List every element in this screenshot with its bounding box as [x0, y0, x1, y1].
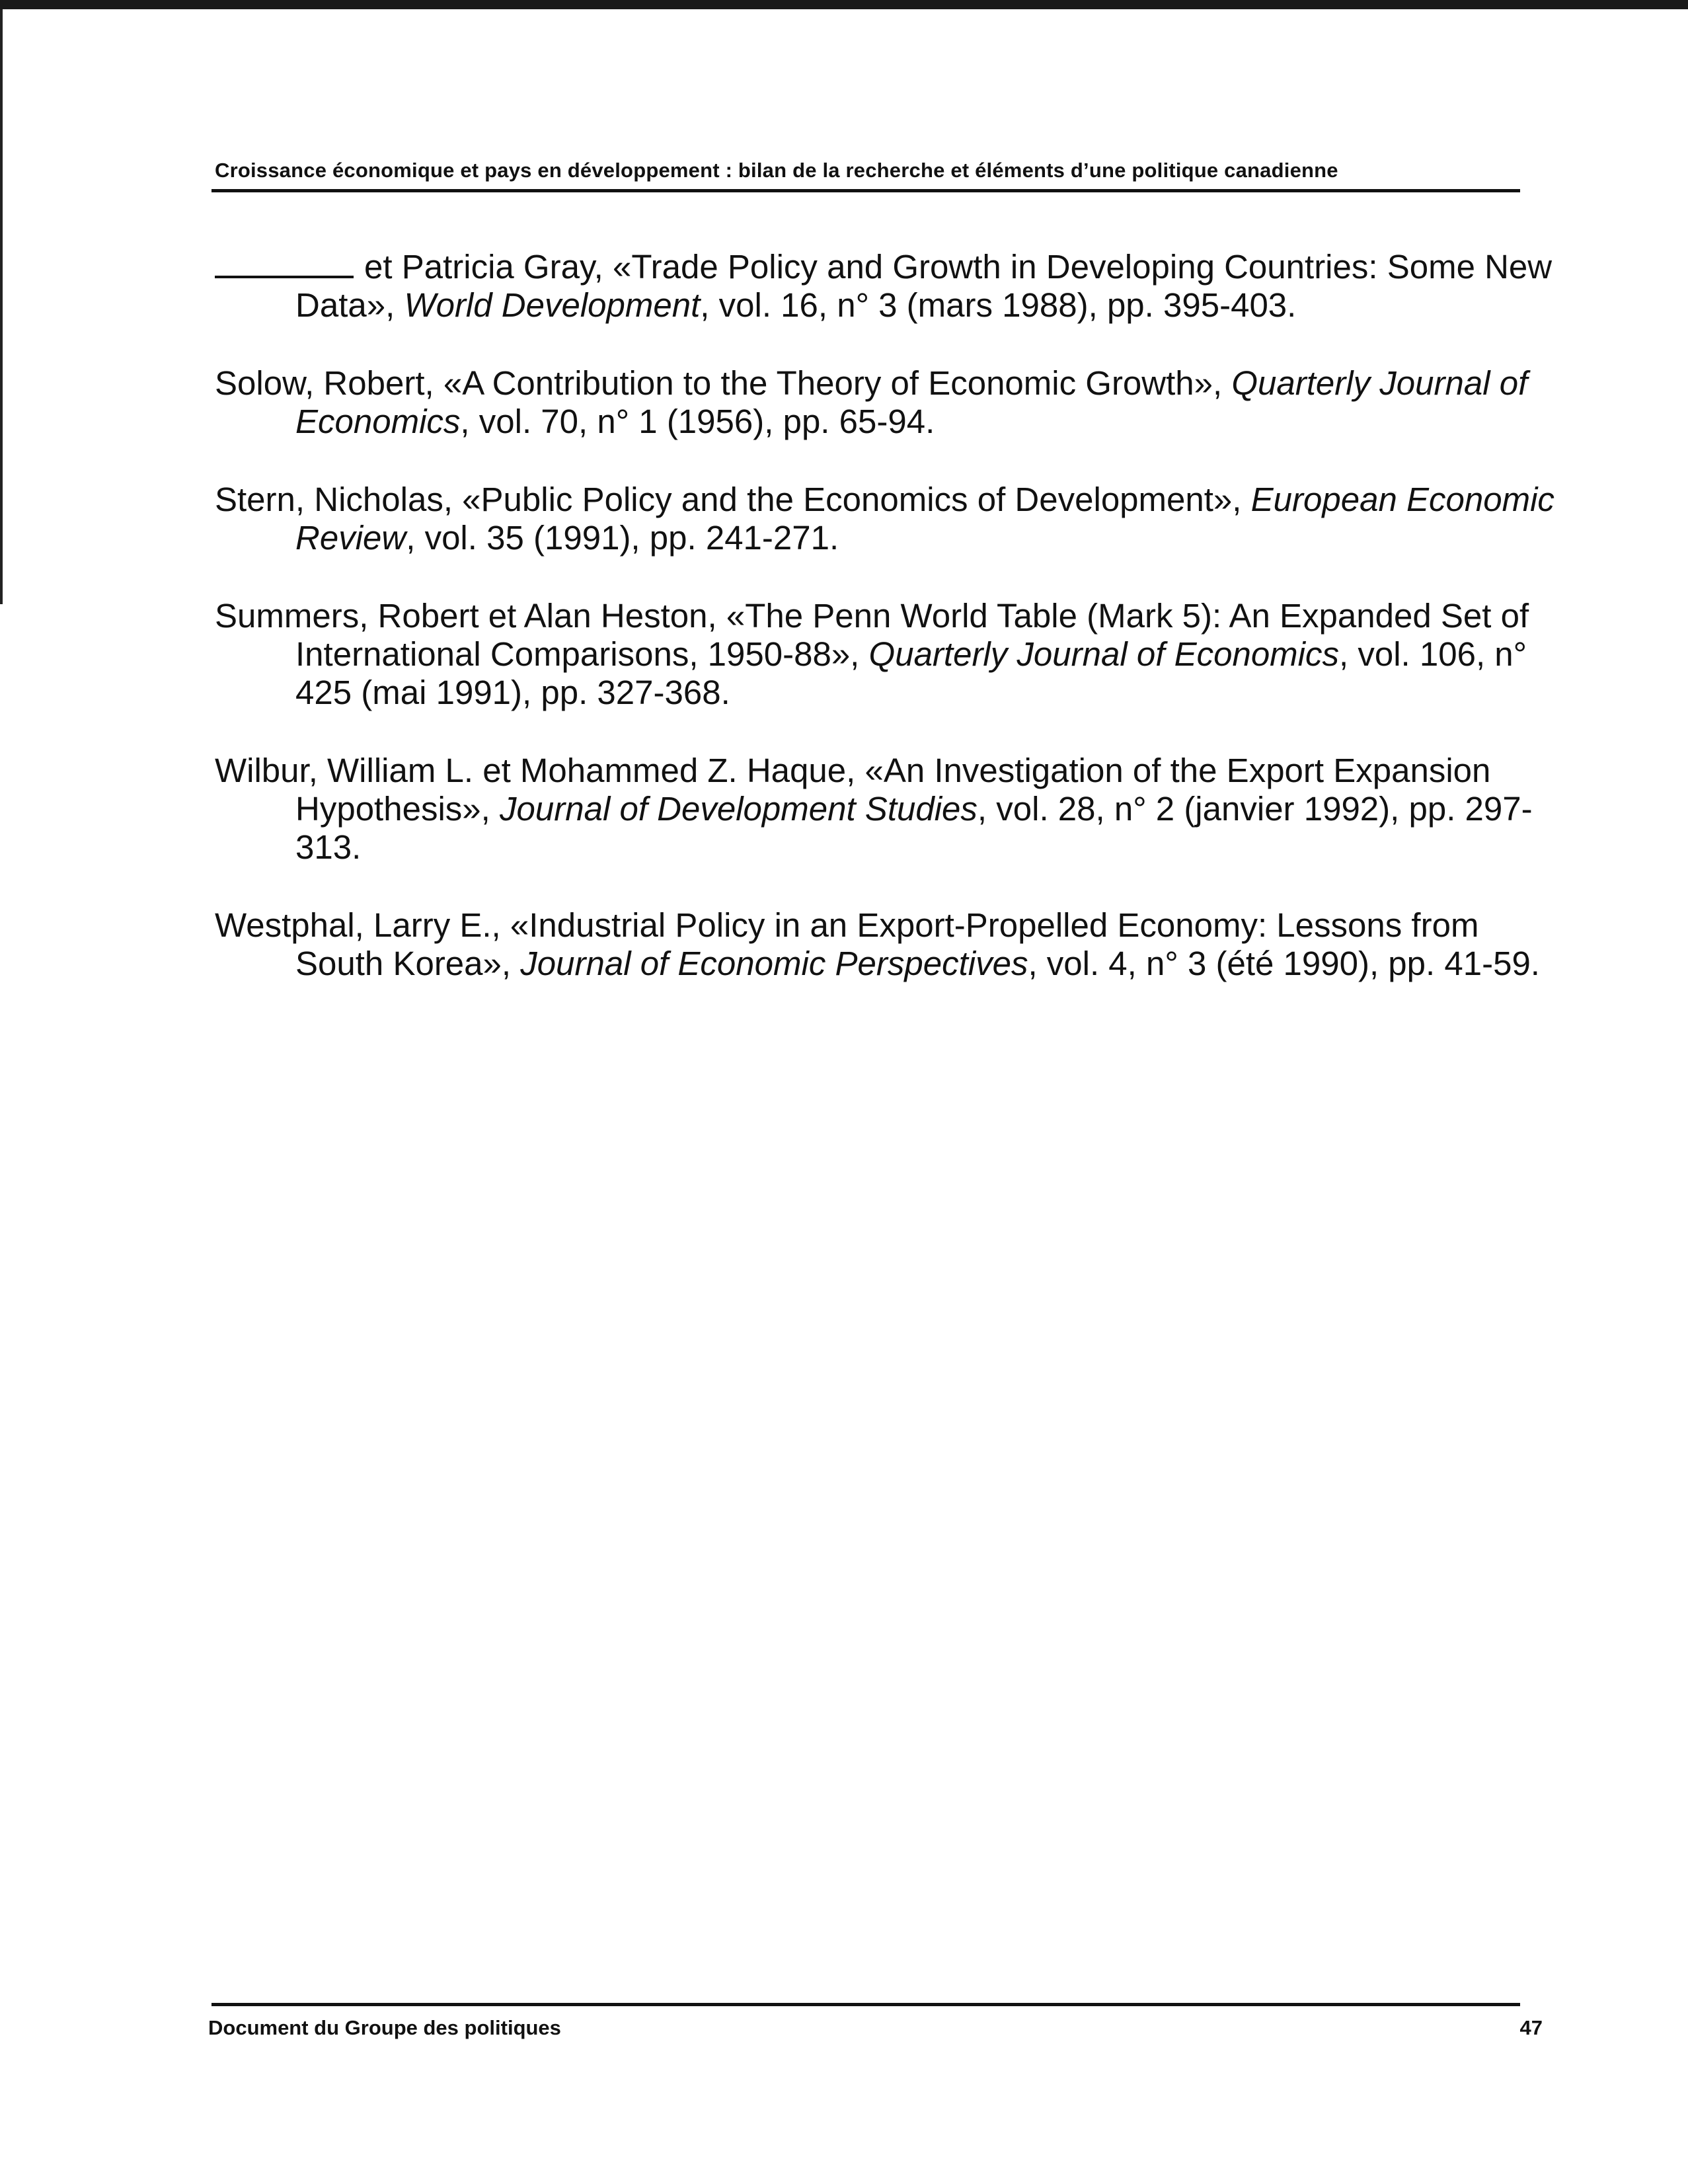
reference-journal: European Economic Review [295, 481, 1554, 557]
scan-top-edge [0, 0, 1688, 9]
reference-lead: Wilbur, William L. et Mohammed Z. Haque, «An Investigation of the Export Expansion Hypothesis», [215, 752, 1491, 828]
footer-publication-name: Document du Groupe des politiques [208, 2016, 561, 2039]
reference-lead: Stern, Nicholas, «Public Policy and the Economics of Development», [215, 481, 1251, 518]
reference-journal: World Development [404, 286, 701, 324]
reference-tail: , vol. 28, n° 2 (janvier 1992), pp. 297-313. [295, 790, 1533, 866]
reference-list [215, 248, 1556, 1023]
reference-entry [215, 597, 1556, 712]
reference-tail: , vol. 4, n° 3 (été 1990), pp. 41-59. [1028, 945, 1540, 982]
reference-entry [215, 364, 1556, 441]
reference-journal: Quarterly Journal of Economics [868, 635, 1339, 673]
reference-entry [215, 248, 1556, 325]
footer-rule [211, 2003, 1520, 2006]
reference-tail: , vol. 35 (1991), pp. 241-271. [406, 519, 839, 557]
reference-lead: Solow, Robert, «A Contribution to the Theory of Economic Growth», [215, 364, 1232, 402]
reference-tail: , vol. 106, n° 425 (mai 1991), pp. 327-368. [295, 635, 1527, 711]
page-number: 47 [1519, 2016, 1543, 2039]
reference-lead: et Patricia Gray, «Trade Policy and Growth in Developing Countries: Some New Data», [295, 248, 1553, 324]
reference-journal: Journal of Economic Perspectives [520, 945, 1028, 982]
header-rule [211, 189, 1520, 192]
reference-journal: Quarterly Journal of Economics [295, 364, 1528, 440]
reference-entry [215, 752, 1556, 867]
repeated-author-dash [215, 249, 354, 278]
reference-tail: , vol. 70, n° 1 (1956), pp. 65-94. [460, 403, 935, 440]
running-header: Croissance économique et pays en développement : bilan de la recherche et éléments d’une politique canadienne [215, 159, 1338, 182]
reference-entry [215, 906, 1556, 983]
reference-lead: Westphal, Larry E., «Industrial Policy in an Export-Propelled Economy: Lessons from South Korea», [215, 906, 1479, 982]
scan-binding-edge [0, 9, 20, 604]
reference-tail: , vol. 16, n° 3 (mars 1988), pp. 395-403. [700, 286, 1297, 324]
reference-entry [215, 481, 1556, 557]
reference-lead: Summers, Robert et Alan Heston, «The Penn World Table (Mark 5): An Expanded Set of International Comparisons, 1950-88», [215, 597, 1529, 673]
reference-journal: Journal of Development Studies [500, 790, 978, 828]
